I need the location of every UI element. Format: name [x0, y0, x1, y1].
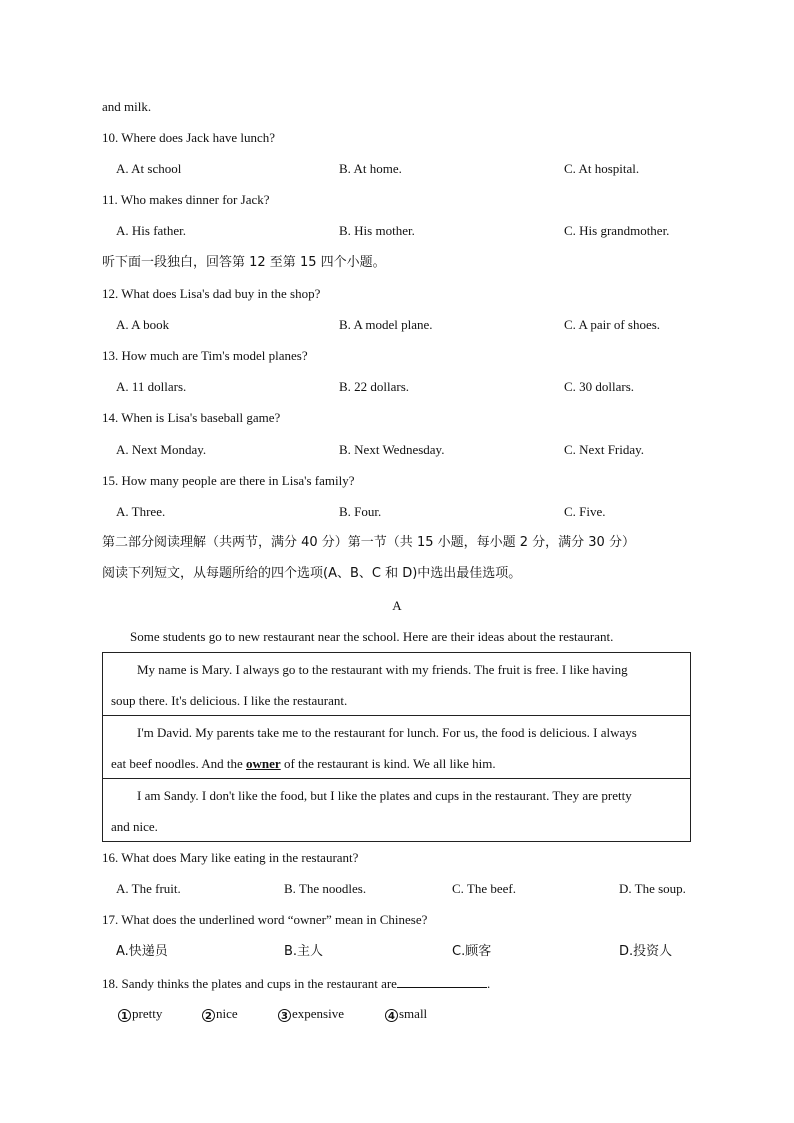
box-david [102, 715, 691, 778]
circled-number: 1 [118, 1009, 131, 1022]
box-mary-line2: soup there. It's delicious. I like the restaurant. [111, 693, 348, 708]
q15-option-a: A. Three. [116, 504, 166, 519]
answer-blank [397, 975, 487, 988]
question-14: 14. When is Lisa's baseball game? [102, 410, 281, 425]
box-david-text-a: eat beef noodles. And the [111, 756, 247, 771]
q18-option-4 [385, 1006, 427, 1022]
question-12: 12. What does Lisa's dad buy in the shop? [102, 286, 321, 301]
q18-option-text: expensive [292, 1006, 344, 1021]
circled-number: 3 [278, 1009, 291, 1022]
question-18 [102, 975, 490, 992]
q16-option-d: D. The soup. [619, 881, 686, 896]
box-sandy [102, 778, 691, 842]
q14-option-a: A. Next Monday. [116, 442, 207, 457]
part2-instruction: 阅读下列短文，从每题所给的四个选项(A、B、C 和 D)中选出最佳选项。 [102, 566, 522, 581]
q17-option-a: A.快递员 [116, 944, 168, 959]
q17-option-d: D.投资人 [619, 944, 673, 959]
q18-option-text: small [399, 1006, 428, 1021]
monologue-instruction: 听下面一段独白，回答第 12 至第 15 四个小题。 [102, 255, 386, 270]
passage-intro: Some students go to new restaurant near the school. Here are their ideas about the restaurant. [130, 629, 614, 644]
question-17: 17. What does the underlined word “owner” mean in Chinese? [102, 912, 428, 927]
q18-option-3 [278, 1006, 344, 1022]
q14-option-b: B. Next Wednesday. [339, 442, 445, 457]
box-david-text-b: of the restaurant is kind. We all like him. [280, 756, 496, 771]
question-11: 11. Who makes dinner for Jack? [102, 192, 270, 207]
box-mary-line1: My name is Mary. I always go to the restaurant with my friends. The fruit is free. I like having [137, 662, 628, 677]
question-13: 13. How much are Tim's model planes? [102, 348, 308, 363]
top-fragment: and milk. [102, 99, 152, 114]
box-david-line1: I'm David. My parents take me to the restaurant for lunch. For us, the food is delicious. I always [137, 725, 637, 740]
q12-option-b: B. A model plane. [339, 317, 433, 332]
q13-option-b: B. 22 dollars. [339, 379, 410, 394]
q15-option-b: B. Four. [339, 504, 382, 519]
q18-option-1 [118, 1006, 162, 1022]
q18-option-text: nice [216, 1006, 238, 1021]
box-david-line2 [111, 756, 682, 772]
question-16: 16. What does Mary like eating in the restaurant? [102, 850, 359, 865]
box-sandy-line1: I am Sandy. I don't like the food, but I like the plates and cups in the restaurant. They are pretty [137, 788, 632, 803]
q18-option-2 [202, 1006, 238, 1022]
circled-number: 2 [202, 1009, 215, 1022]
q16-option-b: B. The noodles. [284, 881, 367, 896]
q11-option-a: A. His father. [116, 223, 187, 238]
q16-option-a: A. The fruit. [116, 881, 181, 896]
q10-option-c: C. At hospital. [564, 161, 640, 176]
question-15: 15. How many people are there in Lisa's family? [102, 473, 355, 488]
q13-option-a: A. 11 dollars. [116, 379, 187, 394]
q12-option-c: C. A pair of shoes. [564, 317, 661, 332]
q10-option-a: A. At school [116, 161, 182, 176]
q18-option-text: pretty [132, 1006, 163, 1021]
box-mary [102, 652, 691, 715]
q14-option-c: C. Next Friday. [564, 442, 645, 457]
q18-tail: . [486, 976, 491, 991]
passage-letter: A [392, 598, 402, 613]
q11-option-b: B. His mother. [339, 223, 415, 238]
circled-number: 4 [385, 1009, 398, 1022]
q15-option-c: C. Five. [564, 504, 606, 519]
q18-text: 18. Sandy thinks the plates and cups in the restaurant are [102, 976, 397, 991]
owner-word: owner [246, 756, 281, 771]
q13-option-c: C. 30 dollars. [564, 379, 635, 394]
part2-header: 第二部分阅读理解（共两节，满分 40 分）第一节（共 15 小题，每小题 2 分，满分 30 分） [102, 535, 635, 550]
q11-option-c: C. His grandmother. [564, 223, 670, 238]
box-sandy-line2: and nice. [111, 819, 158, 834]
q10-option-b: B. At home. [339, 161, 402, 176]
q12-option-a: A. A book [116, 317, 170, 332]
q17-option-b: B.主人 [284, 944, 324, 959]
q16-option-c: C. The beef. [452, 881, 517, 896]
question-10: 10. Where does Jack have lunch? [102, 130, 276, 145]
q17-option-c: C.顾客 [452, 944, 492, 959]
